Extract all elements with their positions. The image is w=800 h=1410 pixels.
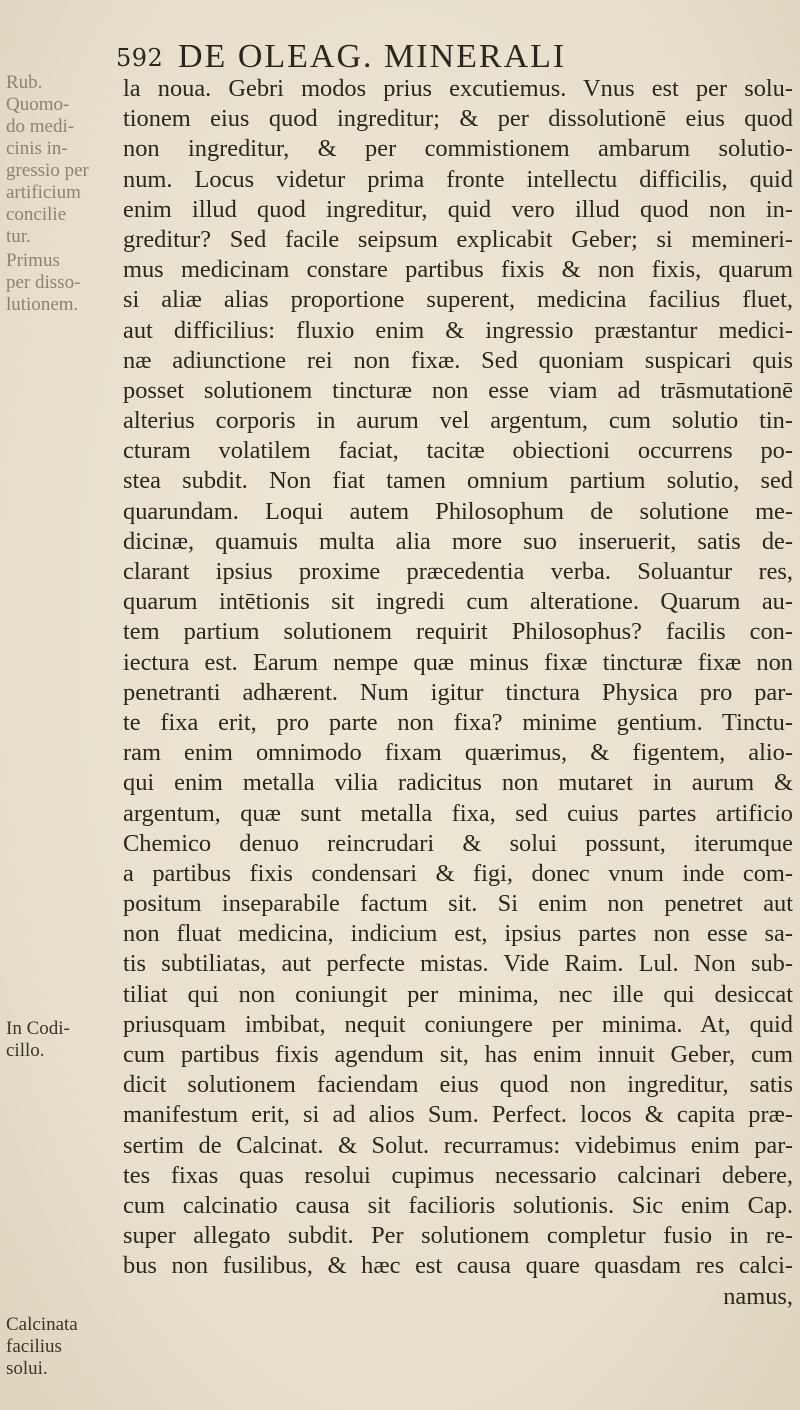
body-line: posset solutionem tincturæ non esse viam ad trāsmutationē [123, 376, 793, 404]
body-line: qui enim metalla vilia radicitus non mutaret in aurum & [123, 769, 793, 797]
body-line: cum partibus fixis agendum sit, has enim innuit Geber, cum [123, 1041, 793, 1068]
margin-note-line: solui. [6, 1358, 48, 1379]
body-line: si aliæ alias proportione superent, medicina facilius fluet, [123, 286, 793, 314]
body-line: num. Locus videtur prima fronte intellectu difficilis, quid [123, 165, 793, 193]
margin-note-line: In Codi- [6, 1018, 70, 1039]
margin-note-line: tur. [6, 226, 31, 247]
margin-note-line: concilie [6, 204, 67, 225]
page-number: 592 [116, 44, 164, 72]
body-line: manifestum erit, si ad alios Sum. Perfect. locos & capita præ- [123, 1101, 793, 1129]
margin-note-calcinata [6, 1314, 110, 1380]
margin-note-line: cillo. [6, 1040, 45, 1061]
body-line: tem partium solutionem requirit Philosophus? facilis con- [123, 618, 793, 646]
body-line: positum inseparabile factum sit. Si enim non penetret aut [123, 890, 793, 918]
body-line: bus non fusilibus, & hæc est causa quare quasdam res calci- [123, 1252, 793, 1280]
body-line: quarundam. Loqui autem Philosophum de solutione me- [123, 497, 793, 525]
body-line: mus medicinam constare partibus fixis & non fixis, quarum [123, 256, 793, 284]
body-line: næ adiunctione rei non fixæ. Sed quoniam suspicari quis [123, 346, 793, 374]
body-line: tis subtiliatas, aut perfecte mistas. Vide Raim. Lul. Non sub- [123, 950, 793, 978]
body-line: sertim de Calcinat. & Solut. recurramus: videbimus enim par- [123, 1131, 793, 1159]
margin-note-line: facilius [6, 1336, 62, 1357]
body-line: quarum intētionis sit ingredi cum alteratione. Quarum au- [123, 588, 793, 616]
body-line: tes fixas quas resolui cupimus necessario calcinari debere, [123, 1161, 793, 1189]
margin-note-line: artificium [6, 182, 81, 203]
body-line: ram enim omnimodo fixam quærimus, & figentem, alio- [123, 739, 793, 767]
body-line: te fixa erit, pro parte non fixa? minime gentium. Tinctu- [123, 708, 793, 736]
margin-note-line: Calcinata [6, 1314, 78, 1335]
margin-note-line: gressio per [6, 160, 89, 181]
margin-note-primus [6, 250, 110, 316]
margin-note-line: per disso- [6, 272, 81, 293]
body-line: aut difficilius: fluxio enim & ingressio præstantur medici- [123, 316, 793, 344]
body-line: enim illud quod ingreditur, quid vero illud quod non in- [123, 195, 793, 223]
margin-note-line: do medi- [6, 116, 75, 137]
margin-note-line: Rub. [6, 72, 43, 93]
body-line: tiliat qui non coniungit per minima, nec ille qui desiccat [123, 980, 793, 1008]
page-header [116, 30, 786, 74]
margin-note-line: lutionem. [6, 294, 79, 315]
margin-note-line: cinis in- [6, 138, 68, 159]
running-title: DE OLEAG. MINERALI [178, 38, 567, 75]
margin-note-codicillo [6, 1018, 110, 1062]
left-margin [0, 0, 110, 1410]
body-line: iectura est. Earum nempe quæ minus fixæ tincturæ fixæ non [123, 648, 793, 676]
body-line: greditur? Sed facile seipsum explicabit Geber; si memineri- [123, 225, 793, 253]
body-line: Chemico denuo reincrudari & solui possunt, iterumque [123, 829, 793, 857]
body-line: cum calcinatio causa sit facilioris solutionis. Sic enim Cap. [123, 1191, 793, 1219]
body-line: argentum, quæ sunt metalla fixa, sed cuius partes artificio [123, 799, 793, 827]
body-line: dicit solutionem faciendam eius quod non ingreditur, satis [123, 1071, 793, 1099]
body-line: alterius corporis in aurum vel argentum, cum solutio tin- [123, 407, 793, 435]
body-line: la noua. Gebri modos prius excutiemus. Vnus est per solu- [123, 75, 793, 102]
body-line: namus, [723, 1282, 793, 1310]
body-line: non fluat medicina, indicium est, ipsius partes non esse sa- [123, 920, 793, 948]
margin-note-line: Primus [6, 250, 60, 271]
body-line: cturam volatilem faciat, tacitæ obiectioni occurrens po- [123, 437, 793, 465]
body-line: super allegato subdit. Per solutionem completur fusio in re- [123, 1222, 793, 1250]
body-line: priusquam imbibat, nequit coniungere per minima. At, quid [123, 1010, 793, 1038]
body-line: penetranti adhærent. Num igitur tinctura Physica pro par- [123, 678, 793, 706]
margin-note-line: Quomo- [6, 94, 70, 115]
body-line: tionem eius quod ingreditur; & per dissolutionē eius quod [123, 105, 793, 133]
margin-note-rub [6, 72, 110, 248]
body-line: dicinæ, quamuis multa alia more suo inseruerit, satis de- [123, 527, 793, 555]
body-line: clarant ipsius proxime præcedentia verba. Soluantur res, [123, 558, 793, 585]
body-line: non ingreditur, & per commistionem ambarum solutio- [123, 135, 793, 163]
body-text [123, 74, 793, 1312]
body-line: a partibus fixis condensari & figi, donec vnum inde com- [123, 859, 793, 887]
body-line: stea subdit. Non fiat tamen omnium partium solutio, sed [123, 467, 793, 495]
